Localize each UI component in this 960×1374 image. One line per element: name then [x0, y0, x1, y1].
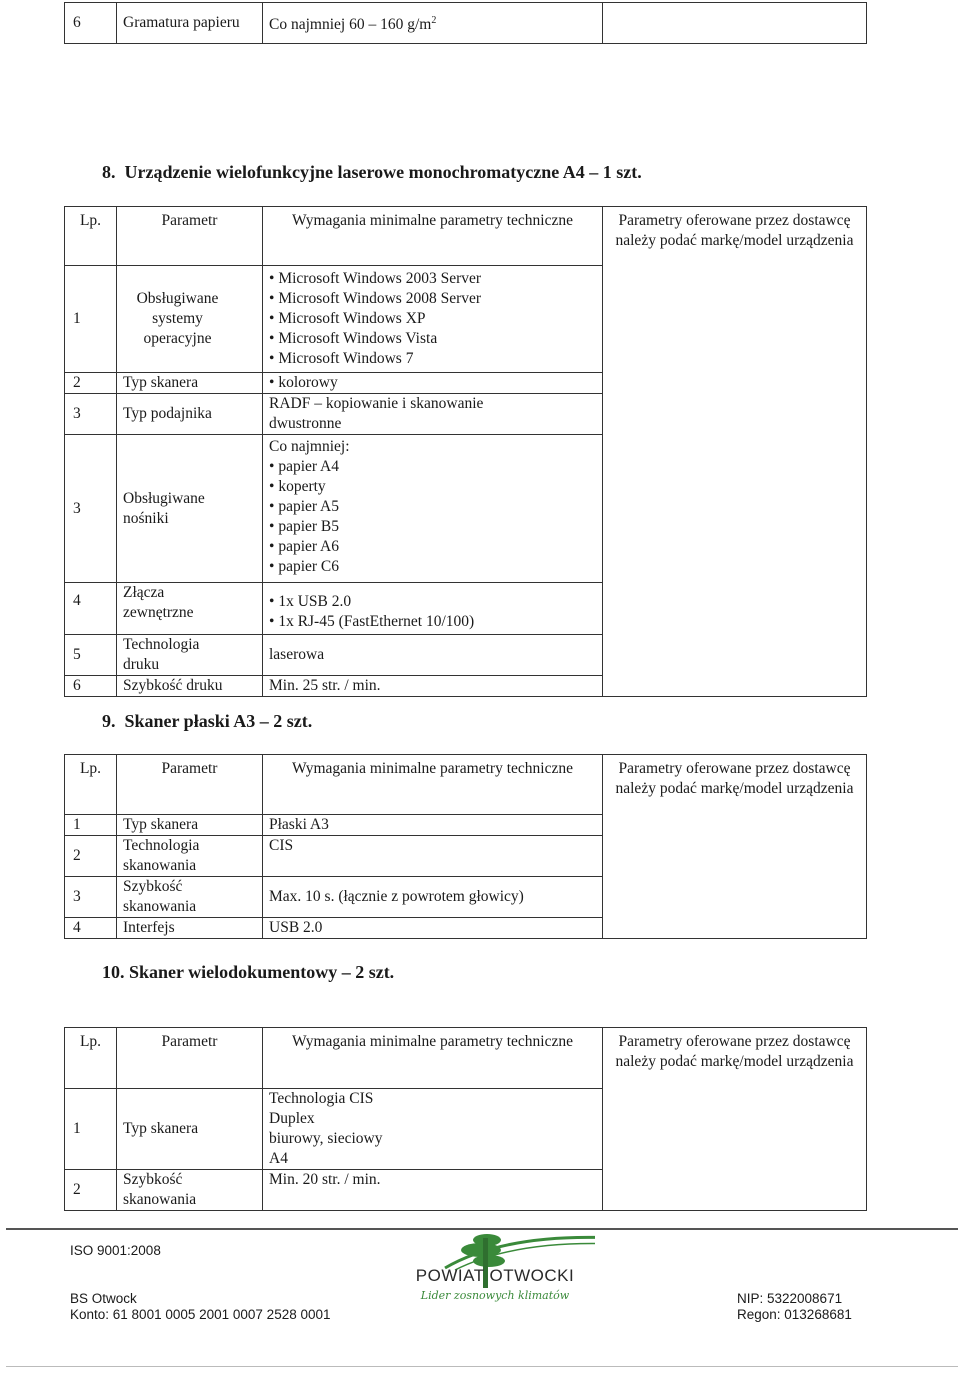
list-item: • Microsoft Windows 7 [269, 349, 596, 369]
header-offer: Parametry oferowane przez dostawcę należy podać markę/model urządzenia [603, 1028, 867, 1211]
row-number: 4 [65, 583, 117, 635]
nip-number: NIP: 5322008671 [737, 1291, 843, 1306]
row-number: 4 [65, 918, 117, 939]
header-offer: Parametry oferowane przez dostawcę należy podać markę/model urządzenia [603, 207, 867, 697]
iso-label: ISO 9001:2008 [70, 1243, 161, 1258]
row-number: 1 [65, 266, 117, 373]
requirement-cell: laserowa [263, 635, 603, 676]
param-cell: Technologia druku [117, 635, 263, 676]
requirement-cell: CIS [263, 836, 603, 877]
param-cell: Technologia skanowania [117, 836, 263, 877]
row-number: 6 [65, 3, 117, 44]
header-param: Parametr [117, 207, 263, 266]
param-cell: Szybkość skanowania [117, 1170, 263, 1211]
list-item: • papier B5 [269, 517, 596, 537]
header-param: Parametr [117, 755, 263, 815]
row-number: 5 [65, 635, 117, 676]
list-intro: Co najmniej: [269, 438, 350, 455]
param-cell: Złącza zewnętrzne [117, 583, 263, 635]
requirement-list [263, 583, 603, 635]
row-number: 1 [65, 1089, 117, 1170]
row-number: 2 [65, 836, 117, 877]
row-number: 3 [65, 435, 117, 583]
footer-bottom-divider [6, 1366, 958, 1367]
param-cell: Gramatura papieru [117, 3, 263, 44]
superscript: 2 [431, 14, 437, 26]
list-item: • papier C6 [269, 557, 596, 577]
bank-name: BS Otwock [70, 1291, 137, 1306]
list-item: • Microsoft Windows 2003 Server [269, 269, 596, 289]
list-item: • Microsoft Windows XP [269, 309, 596, 329]
param-cell: Obsługiwane systemy operacyjne [117, 266, 263, 373]
section-9-table [64, 754, 867, 939]
offer-cell [603, 3, 867, 44]
param-cell: Typ skanera [117, 1089, 263, 1170]
header-param: Parametr [117, 1028, 263, 1089]
param-cell: Obsługiwane nośniki [117, 435, 263, 583]
row-number: 3 [65, 877, 117, 918]
param-cell: Typ skanera [117, 815, 263, 836]
list-item: • 1x RJ-45 (FastEthernet 10/100) [269, 612, 596, 632]
list-line: Technologia CIS [269, 1090, 374, 1107]
list-line: biurowy, sieciowy [269, 1130, 383, 1147]
requirement-cell: Min. 25 str. / min. [263, 676, 603, 697]
list-item: • papier A5 [269, 497, 596, 517]
regon-number: Regon: 013268681 [737, 1307, 852, 1322]
list-item: • papier A4 [269, 457, 596, 477]
requirement-text: Co najmniej 60 – 160 g/m [269, 16, 432, 34]
param-cell: Szybkość druku [117, 676, 263, 697]
section-10-title: 10. Skaner wielodokumentowy – 2 szt. [102, 962, 395, 982]
header-lp: Lp. [65, 1028, 117, 1089]
requirement-list [263, 435, 603, 583]
requirement-list [263, 373, 603, 394]
requirement-cell: Max. 10 s. (łącznie z powrotem głowicy) [263, 877, 603, 918]
bank-account: Konto: 61 8001 0005 2001 0007 2528 0001 [70, 1307, 331, 1322]
logo-text: POWIAT OTWOCKI [415, 1266, 575, 1285]
list-line: Duplex [269, 1110, 315, 1127]
powiat-logo [395, 1228, 595, 1310]
param-cell: Typ podajnika [117, 394, 263, 435]
section-8-title: 8. Urządzenie wielofunkcyjne laserowe monochromatyczne A4 – 1 szt. [102, 162, 642, 182]
section-10-table [64, 1027, 867, 1211]
header-lp: Lp. [65, 755, 117, 815]
top-table [64, 2, 867, 44]
requirement-cell: Min. 20 str. / min. [263, 1170, 603, 1211]
requirement-cell: RADF – kopiowanie i skanowanie dwustronne [263, 394, 603, 435]
row-number: 2 [65, 1170, 117, 1211]
row-number: 6 [65, 676, 117, 697]
header-requirements: Wymagania minimalne parametry techniczne [263, 755, 603, 815]
param-cell: Szybkość skanowania [117, 877, 263, 918]
requirement-list [263, 266, 603, 373]
row-number: 1 [65, 815, 117, 836]
list-item: • Microsoft Windows Vista [269, 329, 596, 349]
list-item: • papier A6 [269, 537, 596, 557]
row-number: 3 [65, 394, 117, 435]
requirement-list [263, 1089, 603, 1170]
list-item: • Microsoft Windows 2008 Server [269, 289, 596, 309]
list-item: • 1x USB 2.0 [269, 592, 596, 612]
requirement-cell [263, 3, 603, 44]
header-lp: Lp. [65, 207, 117, 266]
param-cell: Typ skanera [117, 373, 263, 394]
list-item: • kolorowy [269, 373, 596, 393]
requirement-cell: Płaski A3 [263, 815, 603, 836]
logo-slogan: Lider zosnowych klimatów [420, 1289, 570, 1302]
header-requirements: Wymagania minimalne parametry techniczne [263, 1028, 603, 1089]
header-requirements: Wymagania minimalne parametry techniczne [263, 207, 603, 266]
requirement-cell: USB 2.0 [263, 918, 603, 939]
section-9-title: 9. Skaner płaski A3 – 2 szt. [102, 711, 313, 731]
header-offer: Parametry oferowane przez dostawcę należy podać markę/model urządzenia [603, 755, 867, 939]
row-number: 2 [65, 373, 117, 394]
section-8-table [64, 206, 867, 697]
list-item: • koperty [269, 477, 596, 497]
list-line: A4 [269, 1150, 288, 1167]
param-cell: Interfejs [117, 918, 263, 939]
